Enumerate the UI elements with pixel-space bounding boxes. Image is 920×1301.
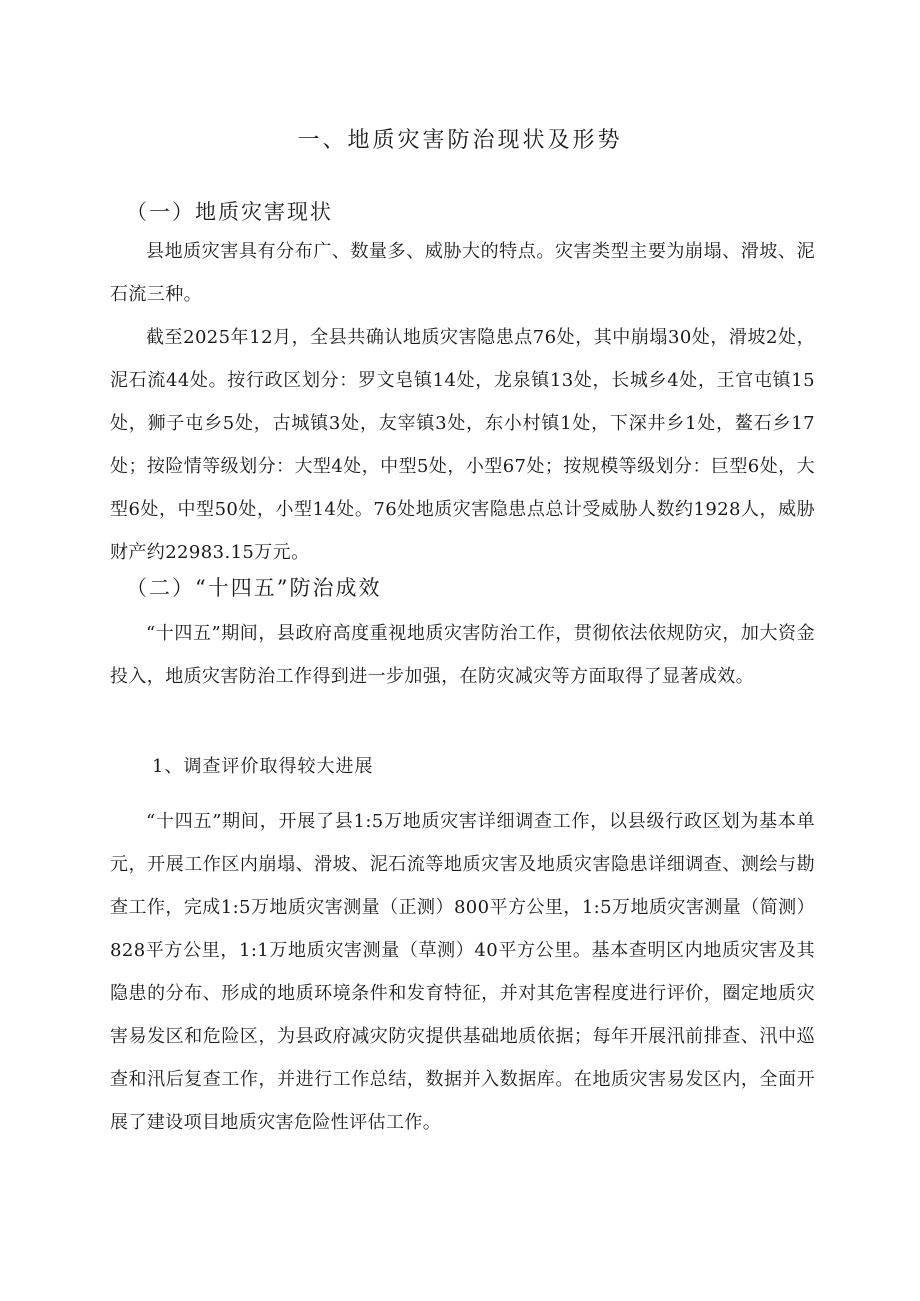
paragraph-survey-details: “十四五”期间，开展了县1:5万地质灾害详细调查工作，以县级行政区划为基本单元，开展工作区内崩塌、滑坡、泥石流等地质灾害及地质灾害隐患详细调查、测绘与勘查工作，完成1:5万地质灾害测量（正测）800平方公里，1:5万地质灾害测量（简测）828平方公里，1:1万地质灾害测量（草测）40平方公里。基本查明区内地质灾害及其隐患的分布、形成的地质环境条件和发育特征，并对其危害程度进行评价，圈定地质灾害易发区和危险区，为县政府减灾防灾提供基础地质依据；每年开展汛前排查、汛中巡查和汛后复查工作，并进行工作总结，数据并入数据库。在地质灾害易发区内，全面开展了建设项目地质灾害危险性评估工作。 <box>110 811 815 1133</box>
paragraph-hazard-statistics: 截至2025年12月，全县共确认地质灾害隐患点76处，其中崩塌30处，滑坡2处，泥石流44处。按行政区划分：罗文皂镇14处，龙泉镇13处，长城乡4处，王官屯镇15处，狮子屯乡5处，古城镇3处，友宰镇3处，东小村镇1处，下深井乡1处，鳌石乡17处；按险情等级划分：大型4处，中型5处，小型67处；按规模等级划分：巨型6处，大型6处，中型50处，小型14处。76处地质灾害隐患点总计受威胁人数约1928人，威胁财产约22983.15万元。 <box>110 327 815 563</box>
page-title: 一、地质灾害防治现状及形势 <box>297 128 623 153</box>
paragraph-disaster-overview: 县地质灾害具有分布广、数量多、威胁大的特点。灾害类型主要为崩塌、滑坡、泥石流三种。 <box>110 241 815 305</box>
paragraph-14th-plan-summary: “十四五”期间，县政府高度重视地质灾害防治工作，贯彻依法依规防灾，加大资金投入，地质灾害防治工作得到进一步加强，在防灾减灾等方面取得了显著成效。 <box>110 623 815 687</box>
section-heading-14th-plan-results: （二）“十四五”防治成效 <box>126 576 382 600</box>
section-heading-current-status: （一）地质灾害现状 <box>126 200 333 224</box>
subsection-heading-survey-progress: 1、调查评价取得较大进展 <box>152 756 374 777</box>
